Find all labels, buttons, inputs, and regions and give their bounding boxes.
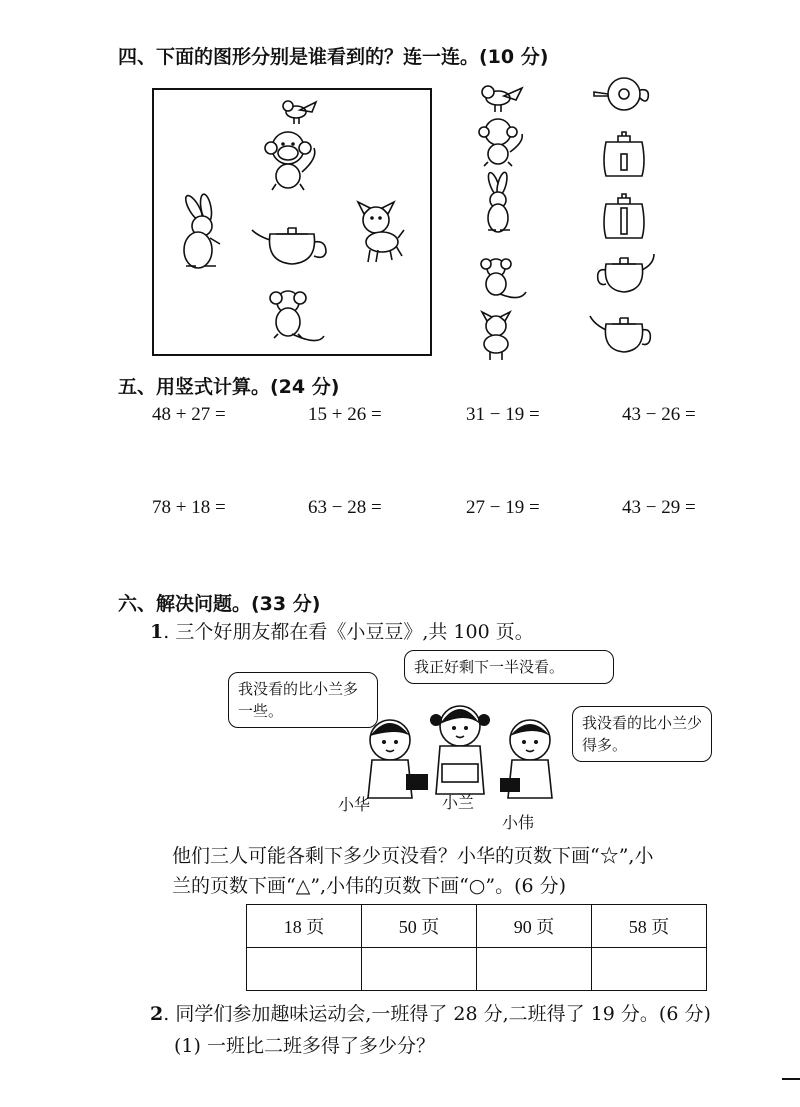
speech-bubble-xiaowei xyxy=(572,706,712,762)
teapot-back-view-icon xyxy=(604,194,644,238)
equation: 27 − 19 = xyxy=(466,497,540,518)
question-number: 1 xyxy=(150,621,164,643)
teapot-front-view-icon xyxy=(604,132,644,176)
bubble-text: 我正好剩下一半没看。 xyxy=(414,658,565,676)
bird-icon xyxy=(283,101,316,124)
sub-question: (1) 一班比二班多得了多少分？ xyxy=(174,1035,435,1057)
question-number: 2 xyxy=(150,1003,164,1025)
teapot-right-view-icon xyxy=(590,316,650,352)
equation: 43 − 29 = xyxy=(622,497,696,518)
answer-cell[interactable] xyxy=(247,948,362,991)
table-header-row xyxy=(247,905,707,948)
table-answer-row xyxy=(247,948,707,991)
scene-box xyxy=(152,88,432,356)
dog-icon xyxy=(482,312,510,360)
question-1 xyxy=(150,616,534,648)
answer-cell[interactable] xyxy=(592,948,707,991)
section5-heading: 五、用竖式计算。(24 分) xyxy=(118,376,340,398)
name-label-xiaolan: 小兰 xyxy=(442,793,475,812)
mouse-icon xyxy=(270,291,324,341)
name-label-xiaowei: 小伟 xyxy=(502,813,535,832)
equation: 15 + 26 = xyxy=(308,404,382,425)
instruction-line: 他们三人可能各剩下多少页没看？小华的页数下画“☆”,小 xyxy=(172,845,654,867)
question-text: . 同学们参加趣味运动会,一班得了 28 分,二班得了 19 分。(6 分) xyxy=(163,1003,711,1025)
monkey-icon xyxy=(265,132,315,190)
creature-column xyxy=(470,70,530,370)
question-text: . 三个好朋友都在看《小豆豆》,共 100 页。 xyxy=(163,621,534,643)
rabbit-icon xyxy=(183,193,220,268)
bubble-text: 我没看的比小兰多一些。 xyxy=(238,680,359,720)
equation: 48 + 27 = xyxy=(152,404,226,425)
instruction-line: 兰的页数下画“△”,小伟的页数下画“○”。(6 分) xyxy=(172,875,567,897)
mouse-icon xyxy=(481,259,526,298)
section6-heading: 六、解决问题。(33 分) xyxy=(118,593,321,615)
answer-cell[interactable] xyxy=(477,948,592,991)
equation: 63 − 28 = xyxy=(308,497,382,518)
speech-bubble-xiaolan xyxy=(404,650,614,684)
dog-icon xyxy=(358,202,404,262)
teapot-left-view-icon xyxy=(598,254,654,292)
table-header-cell: 18 页 xyxy=(247,905,362,948)
table-header-cell: 90 页 xyxy=(477,905,592,948)
equation: 31 − 19 = xyxy=(466,404,540,425)
equation: 43 − 26 = xyxy=(622,404,696,425)
scene-illustration xyxy=(154,90,430,354)
name-label-xiaohua: 小华 xyxy=(338,795,371,814)
equation: 78 + 18 = xyxy=(152,497,226,518)
answer-table xyxy=(246,904,707,991)
boy-right-icon xyxy=(500,720,552,798)
table-header-cell: 50 页 xyxy=(362,905,477,948)
section4-heading: 四、下面的图形分别是谁看到的？连一连。(10 分) xyxy=(118,46,549,68)
teapot-views-column xyxy=(586,70,666,360)
answer-cell[interactable] xyxy=(362,948,477,991)
table-header-cell: 58 页 xyxy=(592,905,707,948)
question-2 xyxy=(150,998,711,1030)
monkey-icon xyxy=(479,119,522,166)
bubble-text: 我没看的比小兰少得多。 xyxy=(582,714,703,754)
rabbit-icon xyxy=(486,171,510,232)
teapot-icon xyxy=(252,228,326,264)
teapot-top-view-icon xyxy=(594,78,648,110)
page-edge-mark xyxy=(782,1078,800,1080)
bird-icon xyxy=(482,86,522,112)
girl-center-icon xyxy=(430,706,490,794)
girl-left-icon xyxy=(368,720,428,798)
